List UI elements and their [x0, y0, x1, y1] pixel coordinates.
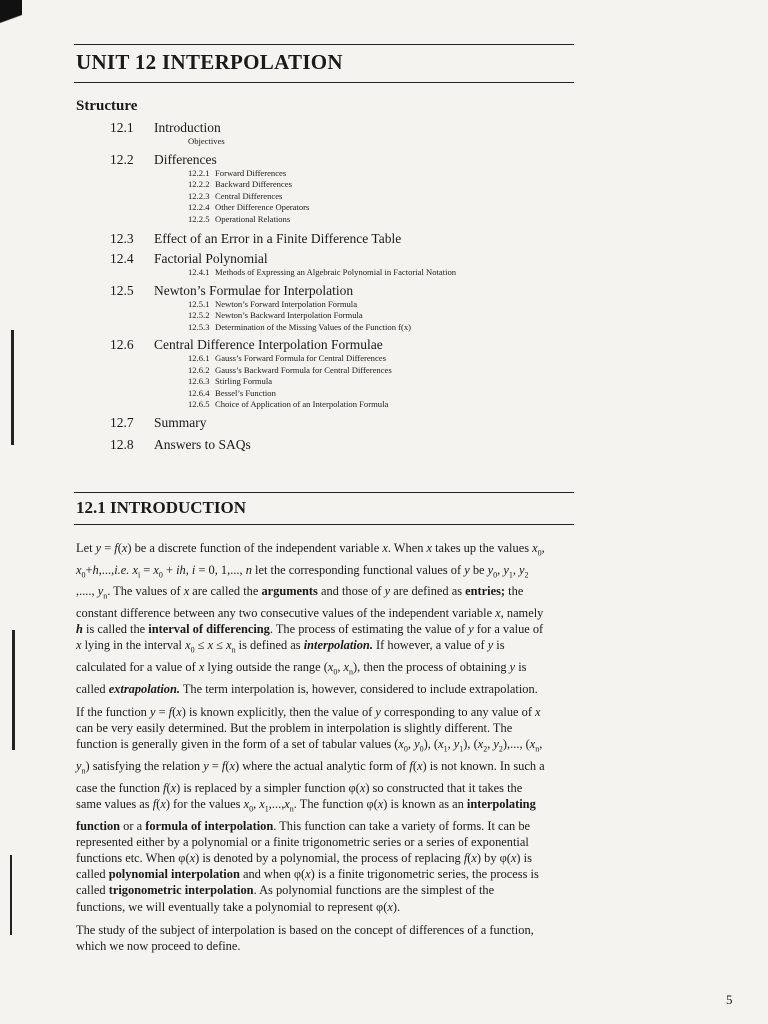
- inline-text: 0: [403, 744, 408, 754]
- inline-text: 2: [524, 570, 529, 580]
- introduction-body: [76, 540, 546, 961]
- inline-text: x: [382, 541, 388, 555]
- inline-text: y: [453, 737, 460, 752]
- toc-subentry: [76, 179, 556, 191]
- inline-text: 1: [508, 570, 513, 580]
- inline-text: 0: [81, 570, 86, 580]
- toc-subentry-title: Forward Differences: [215, 167, 287, 178]
- inline-text: y: [464, 562, 470, 577]
- toc-subentry: [76, 376, 556, 388]
- inline-text: x: [183, 584, 190, 599]
- toc-subentry-number: 12.2.2: [188, 179, 210, 189]
- inline-text: f: [152, 796, 157, 811]
- inline-text: n: [103, 591, 108, 601]
- toc-title: Summary: [154, 414, 207, 430]
- inline-text: n: [245, 562, 252, 577]
- inline-text: x: [377, 796, 384, 811]
- inline-text: x: [532, 541, 538, 555]
- inline-text: 1: [443, 744, 448, 754]
- inline-text: f: [168, 704, 173, 719]
- inline-text: x: [176, 704, 182, 719]
- inline-text: x: [121, 541, 128, 555]
- toc-subentry-title: Bessel’s Function: [215, 387, 276, 398]
- toc-entry: [76, 415, 556, 431]
- inline-text: interpolating function: [76, 796, 536, 833]
- inline-text: x: [305, 867, 311, 882]
- toc-title: Newton’s Formulae for Interpolation: [154, 282, 354, 298]
- toc-subentry: [76, 299, 556, 311]
- toc-entry: [76, 231, 556, 247]
- toc-title: Differences: [154, 151, 217, 167]
- toc-entry: [76, 152, 556, 226]
- toc-subentry: [76, 267, 556, 279]
- toc-subentry-number: 12.6.4: [188, 387, 210, 398]
- inline-text: x: [284, 796, 290, 811]
- toc-subentry: [76, 353, 556, 365]
- toc-subentry-number: 12.6.1: [188, 353, 210, 363]
- inline-text: y: [468, 622, 474, 637]
- toc-number: 12.2: [110, 151, 134, 167]
- inline-text: x: [359, 780, 366, 795]
- page-number: 5: [726, 992, 733, 1007]
- inline-text: f: [463, 851, 468, 865]
- inline-text: f: [114, 541, 118, 555]
- scan-margin-mark: [12, 630, 15, 750]
- inline-text: y: [487, 638, 494, 653]
- inline-text: x: [438, 737, 444, 752]
- inline-text: y: [149, 704, 156, 719]
- toc-subentry-number: 12.6.5: [188, 399, 210, 409]
- inline-text: y: [95, 541, 102, 555]
- toc-subentry-title: Determination of the Missing Values of the Function f(x): [215, 321, 412, 332]
- inline-text: x: [495, 606, 501, 621]
- inline-text: 2: [483, 744, 488, 754]
- paragraph-interpolating-function: If the function y = f(x) is known explicitly, then the value of y corresponding to any value of x can be very easily determined. But the problem in interpolation is slightly different. The function is generally given in the form of a set of tabular values ($x_0$, $y_0$), ($x_1$, $y_1$), ($x_2$, $y_2$),..., ($x_n$, $y_n$) satisfying the relation y = f(x) where the actual analytic form of f(x) is not known. In such a case the function f(x) is replaced by a simpler function φ(x) so constructed that it takes the same values as f(x) for the values $x_0$, $x_1,...,x_n$. The function φ(x) is known as an interpolating function or a formula of interpolation. This function can take a variety of forms. It can be represented either by a polynomial or a finite trigonometric series or a series of exponential functions etc. When φ(x) is denoted by a polynomial, the process of replacing f(x) by φ(x) is called polynomial interpolation and when φ(x) is a finite trigonometric series, the process is called trigonometric interpolation. As polynomial functions are the simplest of the functions, we will eventually take a polynomial to represent φ(x).: [76, 704, 545, 914]
- toc-subentry: [76, 399, 556, 411]
- inline-text: formula of interpolation: [145, 818, 274, 833]
- inline-text: 0: [249, 804, 254, 814]
- toc-number: 12.5: [110, 282, 134, 298]
- toc-number: 12.1: [110, 120, 134, 135]
- toc-title: Effect of an Error in a Finite Difference Table: [154, 231, 402, 246]
- toc-subentry: [76, 322, 556, 334]
- inline-text: arguments: [261, 584, 318, 599]
- toc-subentry: [76, 388, 556, 400]
- toc-subentry: [76, 136, 556, 148]
- paragraph-study: The study of the subject of interpolation is based on the concept of differences of a function, which we now proceed to define.: [76, 922, 534, 954]
- inline-text: x: [327, 660, 334, 675]
- toc-subentry-title: Objectives: [188, 136, 225, 146]
- toc-subentry: [76, 310, 556, 322]
- toc-subentry-number: 12.2.1: [188, 167, 210, 178]
- inline-text: 0: [537, 548, 542, 558]
- inline-text: 1: [459, 744, 464, 754]
- inline-text: trigonometric interpolation: [108, 883, 254, 898]
- toc-subentry: [76, 168, 556, 180]
- inline-text: x: [477, 737, 484, 752]
- toc-subentry-number: 12.2.4: [188, 202, 210, 212]
- inline-text: entries;: [465, 584, 506, 599]
- inline-text: 2: [498, 744, 503, 754]
- inline-text: 0: [493, 570, 498, 580]
- inline-text: y: [493, 737, 499, 752]
- scan-margin-mark: [10, 855, 12, 935]
- inline-text: i: [137, 570, 141, 580]
- inline-text: f: [221, 759, 226, 774]
- inline-text: y: [203, 759, 209, 774]
- scan-margin-mark: [11, 330, 14, 445]
- toc-title: Answers to SAQs: [154, 436, 251, 452]
- inline-text: n: [535, 744, 540, 754]
- inline-text: polynomial interpolation: [108, 867, 240, 882]
- toc-subentry-title: Newton’s Backward Interpolation Formula: [215, 310, 363, 320]
- inline-text: i.e.: [114, 562, 130, 577]
- inline-text: i: [191, 562, 196, 577]
- inline-text: y: [503, 562, 509, 577]
- inline-text: n: [289, 804, 294, 814]
- inline-text: n: [231, 645, 236, 655]
- inline-text: x: [398, 737, 404, 752]
- inline-text: x: [416, 759, 423, 774]
- inline-text: x: [207, 638, 214, 653]
- inline-text: y: [76, 759, 82, 774]
- inline-text: x: [471, 851, 477, 865]
- toc-subentry-title: Gauss’s Backward Formula for Central Differences: [215, 364, 392, 375]
- inline-text: f: [409, 759, 413, 774]
- toc-subentry-title: Gauss’s Forward Formula for Central Differences: [215, 353, 386, 363]
- inline-text: x: [198, 660, 205, 675]
- inline-text: interpolation.: [303, 638, 373, 653]
- inline-text: x: [243, 796, 250, 811]
- toc-subentry-number: 12.2.3: [188, 190, 210, 201]
- table-of-contents: [76, 120, 556, 453]
- toc-subentry-number: 12.4.1: [188, 267, 210, 277]
- toc-title: Introduction: [154, 120, 221, 135]
- toc-entry: [76, 251, 556, 279]
- toc-subentry-title: Choice of Application of an Interpolation Formula: [215, 399, 389, 409]
- toc-entry: [76, 120, 556, 148]
- inline-text: x: [132, 562, 138, 577]
- toc-subentry: [76, 365, 556, 377]
- inline-text: x: [160, 796, 166, 811]
- toc-subentry-number: 12.2.5: [188, 213, 210, 224]
- toc-subentry-number: 12.5.3: [188, 321, 210, 332]
- inline-text: x: [170, 780, 177, 795]
- toc-entry: [76, 337, 556, 411]
- inline-text: f: [163, 780, 167, 795]
- toc-entry: [76, 283, 556, 334]
- inline-text: y: [384, 584, 391, 599]
- toc-number: 12.3: [110, 231, 134, 246]
- toc-subentry-title: Operational Relations: [215, 213, 291, 224]
- toc-number: 12.4: [110, 251, 134, 266]
- scan-corner-mark: [0, 0, 22, 48]
- toc-subentry-title: Central Differences: [215, 190, 283, 201]
- toc-subentry-title: Other Difference Operators: [215, 202, 310, 212]
- toc-subentry: [76, 214, 556, 226]
- toc-subentry-number: 12.6.3: [188, 376, 210, 386]
- inline-text: x: [229, 759, 235, 774]
- structure-heading: Structure: [76, 98, 138, 114]
- inline-text: 0: [333, 667, 338, 677]
- toc-title: Factorial Polynomial: [154, 251, 268, 266]
- section-top-rule: [74, 492, 574, 493]
- inline-text: h: [92, 562, 99, 577]
- toc-subentry-number: 12.5.1: [188, 298, 210, 309]
- section-heading: 12.1 INTRODUCTION: [76, 498, 247, 517]
- toc-subentry: [76, 202, 556, 214]
- toc-subentry-number: 12.5.2: [188, 310, 210, 320]
- inline-text: x: [76, 638, 82, 653]
- inline-text: y: [519, 562, 525, 577]
- inline-text: n: [349, 667, 354, 677]
- inline-text: y: [487, 562, 494, 577]
- inline-text: x: [226, 638, 232, 653]
- inline-text: y: [375, 704, 381, 719]
- inline-text: 0: [419, 744, 424, 754]
- inline-text: h: [76, 622, 83, 637]
- toc-subentry-title: Newton’s Forward Interpolation Formula: [215, 298, 358, 309]
- inline-text: extrapolation.: [108, 681, 180, 696]
- paragraph-definitions: Let y = f(x) be a discrete function of the independent variable x. When x takes up the values $x_0$, $x_0+h,...,i.e$. $x_i = x_0$ + ih, i = 0, 1,..., n let the corresponding functional values of y be $y_0$, $y_1$, $y_2$ ,...., $y_n$. The values of x are called the arguments and those of y are defined as entries; the constant difference between any two consecutive values of the independent variable x, namely h is called the interval of differencing. The process of estimating the value of y for a value of x lying in the interval $x_0 \le x \le x_n$ is defined as interpolation. If however, a value of y is calculated for a value of x lying outside the range ($x_0$, $x_n$), then the process of obtaining y is called extrapolation. The term interpolation is, however, considered to include extrapolation.: [76, 541, 545, 696]
- toc-subentry-title: Methods of Expressing an Algebraic Polynomial in Factorial Notation: [215, 267, 457, 277]
- unit-title: UNIT 12 INTERPOLATION: [76, 50, 343, 74]
- toc-number: 12.6: [110, 337, 134, 352]
- section-bottom-rule: [74, 524, 574, 525]
- toc-subentry: [76, 191, 556, 203]
- inline-text: 0: [190, 645, 195, 655]
- toc-subentry-title: Backward Differences: [215, 179, 292, 189]
- toc-subentry-title: Stirling Formula: [215, 376, 273, 386]
- inline-text: x: [185, 638, 191, 653]
- inline-text: x: [76, 562, 82, 577]
- inline-text: y: [414, 737, 420, 752]
- toc-number: 12.8: [110, 436, 134, 452]
- inline-text: interval of differencing: [148, 622, 270, 637]
- inline-text: n: [81, 766, 86, 776]
- inline-text: x: [153, 562, 159, 577]
- inline-text: x: [189, 851, 196, 865]
- inline-text: x: [426, 541, 432, 555]
- toc-number: 12.7: [110, 414, 134, 430]
- inline-text: 1: [264, 804, 269, 814]
- inline-text: ih: [176, 562, 186, 577]
- toc-subentry-number: 12.6.2: [188, 364, 210, 375]
- inline-text: x: [259, 796, 265, 811]
- toc-entry: [76, 437, 556, 453]
- inline-text: x: [529, 737, 536, 752]
- inline-text: 0: [158, 570, 163, 580]
- inline-text: x: [510, 851, 517, 865]
- title-underline-rule: [74, 82, 574, 83]
- inline-text: x: [387, 899, 393, 914]
- top-rule: [74, 44, 574, 45]
- toc-title: Central Difference Interpolation Formulae: [154, 337, 383, 352]
- inline-text: y: [97, 584, 104, 599]
- inline-text: x: [535, 704, 541, 719]
- inline-text: x: [343, 660, 350, 675]
- inline-text: y: [509, 660, 516, 675]
